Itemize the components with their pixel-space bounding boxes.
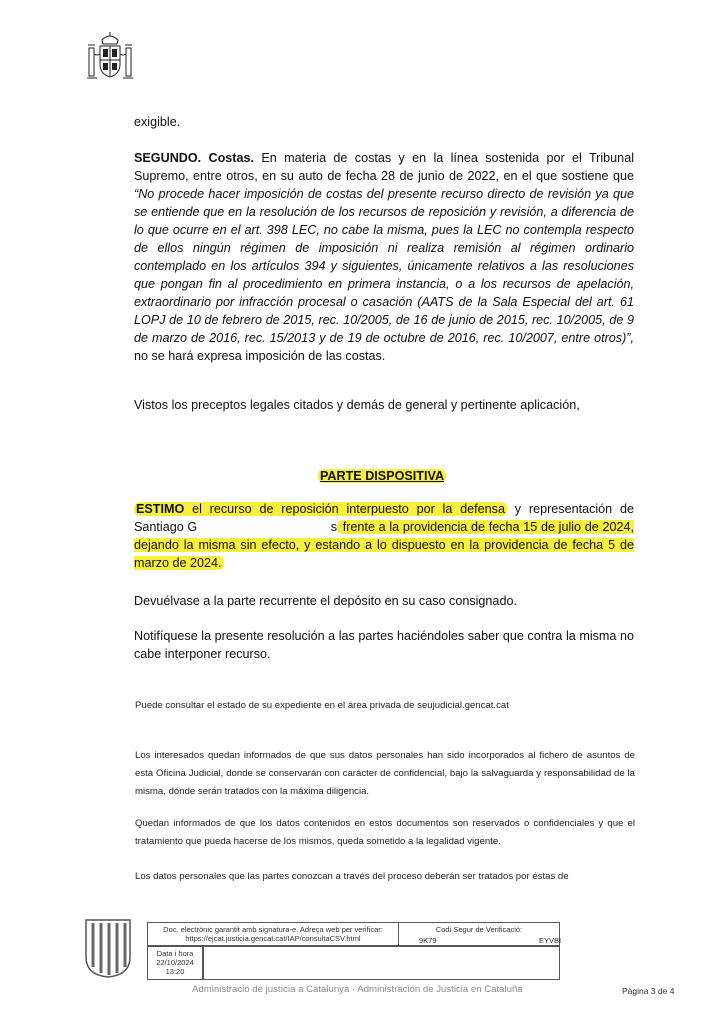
- section-label: SEGUNDO. Costas.: [134, 151, 255, 165]
- verification-box: Doc. electrònic garantit amb signatura-e. Adreça web per verificar: https://ejcat.justicia.gencat.cat/IAP/consultaCSV.html: [147, 922, 399, 946]
- date-box: Data i hora 22/10/2024 13:20: [147, 946, 203, 980]
- paragraph-notifiquese: Notifíquese la presente resolución a las partes haciéndoles saber que contra la misma no cabe interponer recurso.: [134, 629, 634, 661]
- highlight-providencia: frente a la providencia de fecha 15 de julio de 2024, dejando la misma sin efecto, y estando a lo dispuesto en la providencia de fecha 5 de marzo de 2024.: [134, 520, 634, 570]
- notice-datos-personales: Los interesados quedan informados de que sus datos personales han sido incorporados al fichero de asuntos de esta Oficina Judicial, donde se conservarán con carácter de confidencial, bajo la salvaguarda y responsabilidad de la misma, dónde serán tratados con la máxima diligencia.: [135, 750, 635, 797]
- notice-tratamiento: Los datos personales que las partes conozcan a través del proceso deberán ser tratados por éstas de: [135, 871, 569, 882]
- generalitat-logo-icon: [83, 917, 133, 979]
- signature-box: [203, 946, 560, 980]
- highlight-estimo: ESTIMO el recurso de reposición interpuesto por la defensa: [136, 502, 505, 516]
- page-number: Pàgina 3 de 4: [622, 986, 675, 996]
- paragraph-segundo-costas: SEGUNDO. Costas. En materia de costas y en la línea sostenida por el Tribunal Supremo, entre otros, en su auto de fecha 28 de junio de 2022, en el que sostiene que “No procede hacer imposición de costas del presente recurso directo de revisión ya que se entiende que en la resolución de los recursos de reposición y revisión, a diferencia de lo que ocurre en el art. 398 LEC, no cabe la misma, pues la LEC no contempla respecto de ellos ningún régimen de imposición ni realiza remisión al régimen ordinario contemplado en los artículos 394 y siguientes, únicamente relativos a las resoluciones que pongan fin al procedimiento en primera instancia, o a los recursos de apelación, extraordinario por infracción procesal o casación (AATS de la Sala Especial del art. 61 LOPJ de 10 de febrero de 2015, rec. 10/2005, de 16 de junio de 2015, rec. 10/2005, de 9 de marzo de 2016, rec. 15/2013 y de 19 de octubre de 2016, rec. 10/2007, entre otros)”, no se hará expresa imposición de las costas.: [134, 151, 634, 363]
- verification-url[interactable]: https://ejcat.justicia.gencat.cat/IAP/consultaCSV.html: [185, 934, 361, 943]
- notice-confidencialidad: Quedan informados de que los datos contenidos en estos documentos son reservados o confidenciales y que el tratamiento que pueda hacerse de los mismos, queda sometido a la legalidad vigente.: [135, 818, 635, 847]
- notice-expediente: Puede consultar el estado de su expediente en el área privada de seujudicial.gencat.cat: [135, 700, 509, 711]
- section-heading: PARTE DISPOSITIVA: [319, 469, 445, 483]
- coat-of-arms-icon: [86, 30, 134, 88]
- administration-footer: Administració de justícia a Catalunya · Administración de Justicia en Cataluña: [192, 984, 523, 995]
- paragraph-devuelvase: Devuélvase a la parte recurrente el depósito en su caso consignado.: [134, 594, 517, 608]
- csv-code-box: Codi Segur de Verificació: 9K79 EYVBI: [398, 922, 560, 946]
- paragraph-exigible: exigible.: [134, 115, 181, 129]
- paragraph-vistos: Vistos los preceptos legales citados y demás de general y pertinente aplicación,: [134, 398, 580, 412]
- quoted-ruling: “No procede hacer imposición de costas del presente recurso directo de revisión ya que se entiende que en la resolución de los recursos de reposición y revisión, a diferencia de lo que ocurre en el art. 398 LEC, no cabe la misma, pues la LEC no contempla respecto de ellos ningún régimen de imposición ni realiza remisión al régimen ordinario contemplado en los artículos 394 y siguientes, únicamente relativos a las resoluciones que pongan fin al procedimiento en primera instancia, o a los recursos de apelación, extraordinario por infracción procesal o casación (AATS de la Sala Especial del art. 61 LOPJ de 10 de febrero de 2015, rec. 10/2005, de 16 de junio de 2015, rec. 10/2005, de 9 de marzo de 2016, rec. 15/2013 y de 19 de octubre de 2016, rec. 10/2007, entre otros)”,: [134, 187, 634, 345]
- paragraph-estimo: ESTIMO el recurso de reposición interpuesto por la defensa y representación de Santiago G s frente a la providencia de fecha 15 de julio de 2024, dejando la misma sin efecto, y estando a lo dispuesto en la providencia de fecha 5 de marzo de 2024.: [134, 502, 634, 570]
